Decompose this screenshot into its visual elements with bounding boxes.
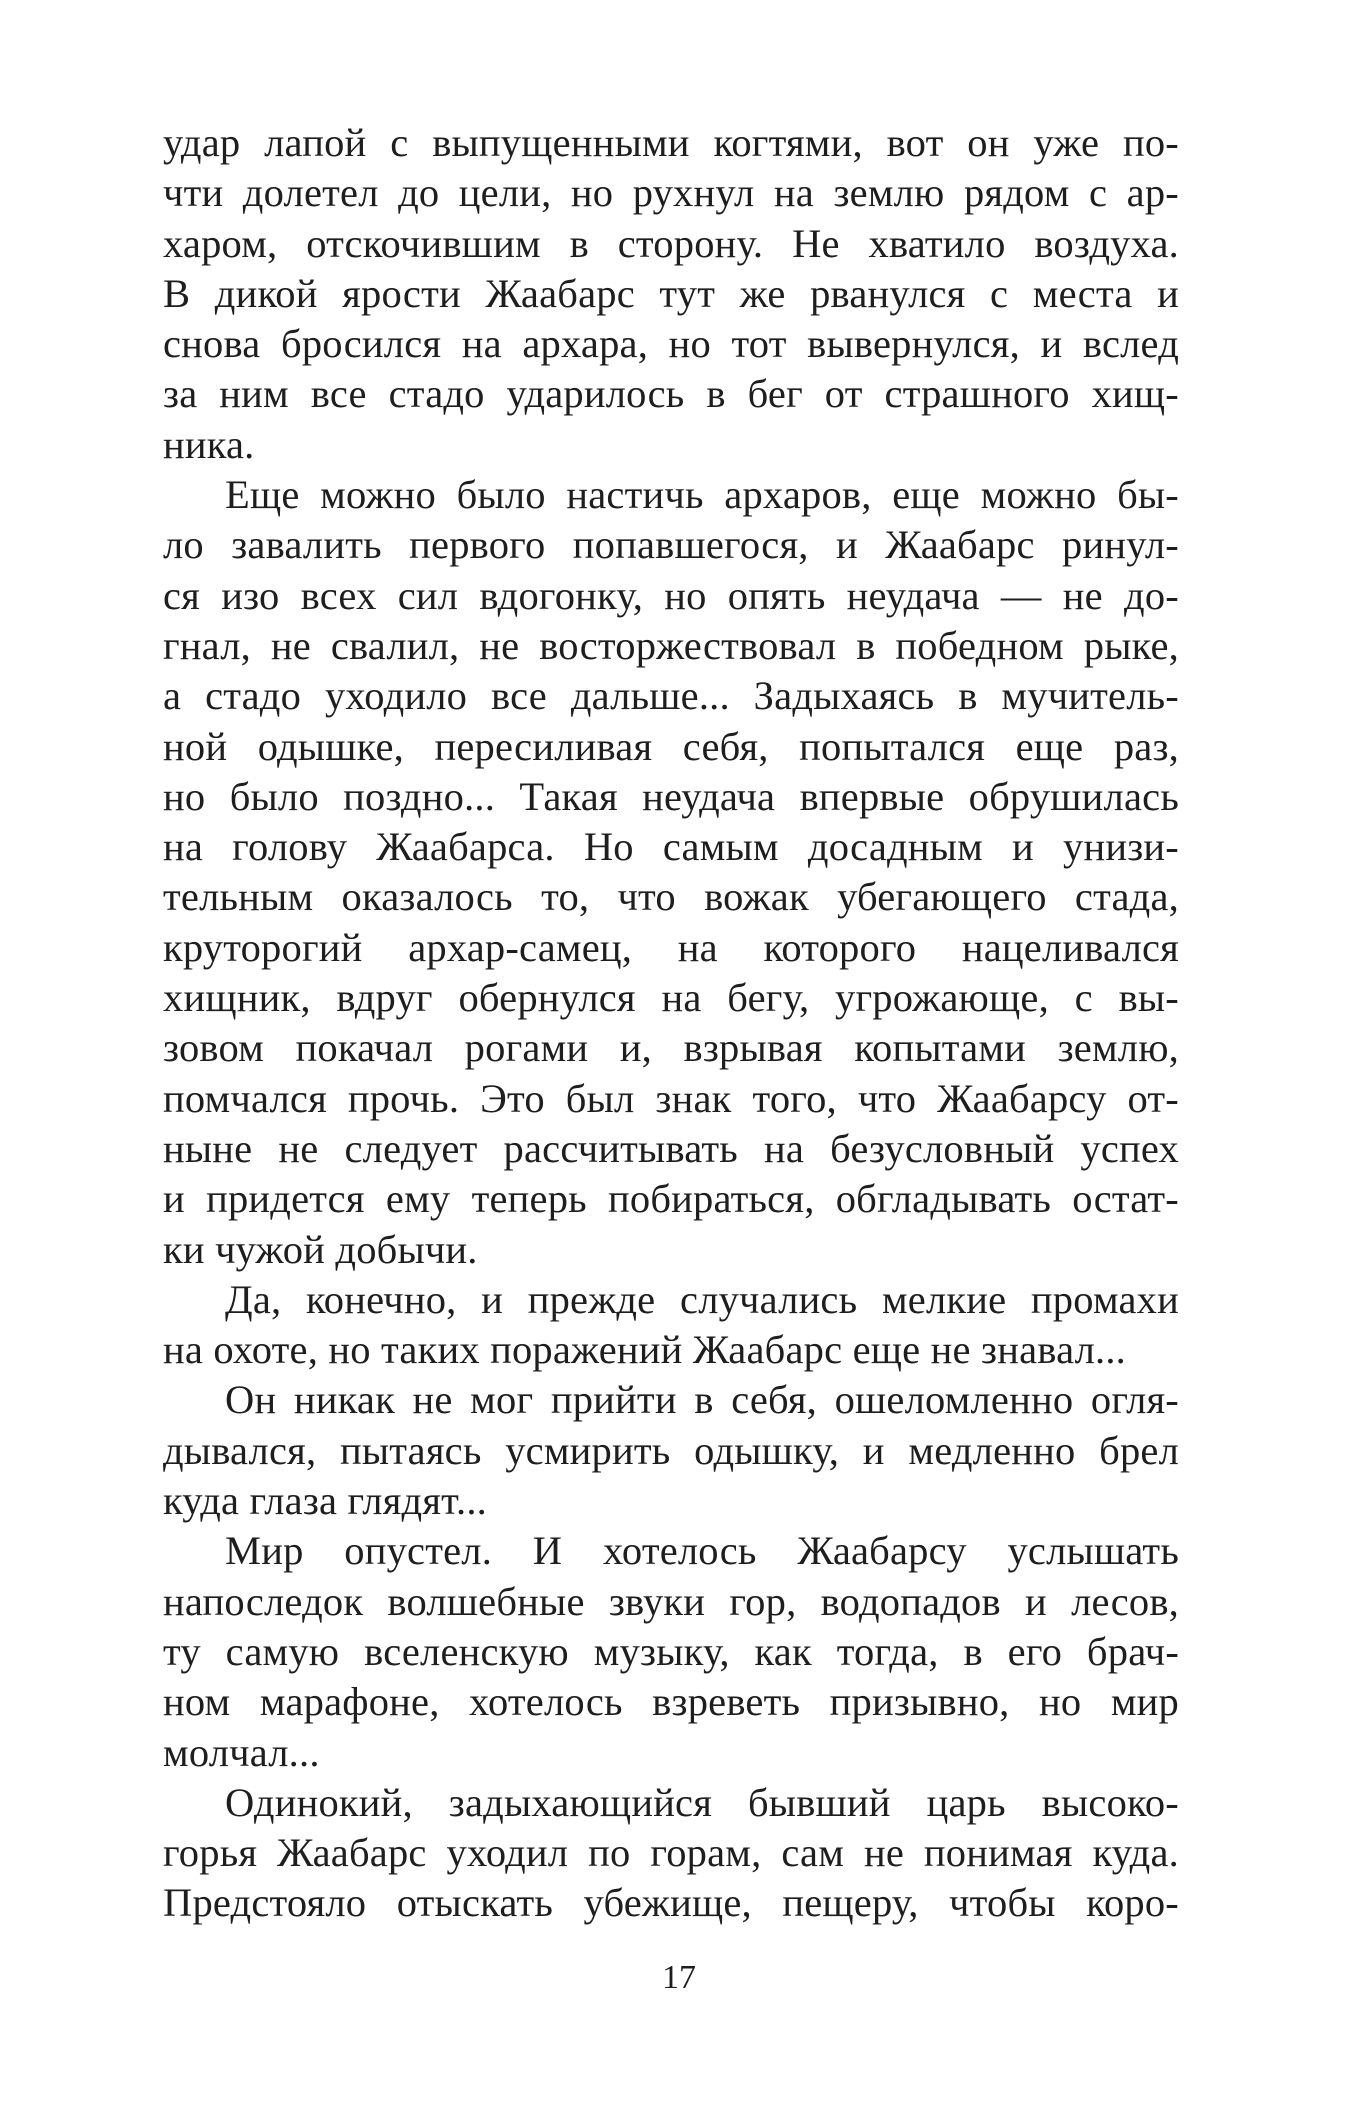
text-line: на голову Жаабарса. Но самым досадным и унизи-	[163, 824, 1179, 870]
text-line: Мир опустел. И хотелось Жаабарсу услышать	[225, 1528, 1179, 1574]
text-line: помчался прочь. Это был знак того, что Жаабарсу от-	[163, 1075, 1179, 1121]
text-line: Предстояло отыскать убежище, пещеру, чтобы коро-	[163, 1880, 1179, 1926]
text-line: Еще можно было настичь архаров, еще можно бы-	[225, 472, 1179, 518]
text-line: В дикой ярости Жаабарс тут же рванулся с места и	[163, 270, 1179, 316]
paragraph	[163, 1778, 1179, 1929]
paragraph	[163, 118, 1179, 470]
text-line: но было поздно... Такая неудача впервые обрушилась	[163, 773, 1179, 819]
text-line: круторогий архар-самец, на которого нацеливался	[163, 924, 1179, 970]
text-line: молчал...	[163, 1729, 320, 1775]
text-line: снова бросился на архара, но тот вывернулся, и вслед	[163, 321, 1179, 367]
text-line: Да, конечно, и прежде случались мелкие промахи	[225, 1276, 1179, 1322]
text-line: ника.	[163, 421, 255, 467]
page-number: 17	[662, 1959, 696, 1996]
text-line: на охоте, но таких поражений Жаабарс еще не знавал...	[163, 1327, 1126, 1373]
text-line: харом, отскочившим в сторону. Не хватило воздуха.	[163, 220, 1179, 266]
page-text	[163, 118, 1179, 1929]
paragraph	[163, 1375, 1179, 1526]
text-line: хищник, вдруг обернулся на бегу, угрожающе, с вы-	[163, 975, 1179, 1021]
paragraph	[163, 1275, 1179, 1376]
text-line: ной одышке, пересиливая себя, попытался еще раз,	[163, 723, 1179, 769]
paragraph	[163, 470, 1179, 1275]
text-line: куда глаза глядят...	[163, 1478, 488, 1524]
text-line: горья Жаабарс уходил по горам, сам не понимая куда.	[163, 1830, 1179, 1876]
text-line: Он никак не мог прийти в себя, ошеломленно огля-	[225, 1377, 1179, 1423]
text-line: за ним все стадо ударилось в бег от страшного хищ-	[163, 371, 1179, 417]
text-line: напоследок волшебные звуки гор, водопадов и лесов,	[163, 1578, 1179, 1624]
text-line: тельным оказалось то, что вожак убегающего стада,	[163, 874, 1179, 920]
text-line: ло завалить первого попавшегося, и Жаабарс ринул-	[163, 522, 1179, 568]
text-line: удар лапой с выпущенными когтями, вот он уже по-	[163, 120, 1179, 165]
text-line: гнал, не свалил, не восторжествовал в победном рыке,	[163, 622, 1179, 668]
text-line: Одинокий, задыхающийся бывший царь высоко-	[225, 1779, 1179, 1825]
text-line: ныне не следует рассчитывать на безусловный успех	[163, 1125, 1179, 1171]
text-line: зовом покачал рогами и, взрывая копытами землю,	[163, 1025, 1179, 1071]
text-line: и придется ему теперь побираться, обгладывать остат-	[163, 1176, 1179, 1222]
text-line: а стадо уходило все дальше... Задыхаясь в мучитель-	[163, 673, 1179, 719]
paragraph	[163, 1526, 1179, 1777]
text-line: чти долетел до цели, но рухнул на землю рядом с ар-	[163, 170, 1179, 216]
text-line: дывался, пытаясь усмирить одышку, и медленно брел	[163, 1427, 1179, 1473]
text-line: ном марафоне, хотелось взреветь призывно, но мир	[163, 1679, 1179, 1725]
text-line: ки чужой добычи.	[163, 1226, 478, 1272]
text-line: ся изо всех сил вдогонку, но опять неудача — не до-	[163, 572, 1179, 618]
text-line: ту самую вселенскую музыку, как тогда, в его брач-	[163, 1628, 1179, 1674]
